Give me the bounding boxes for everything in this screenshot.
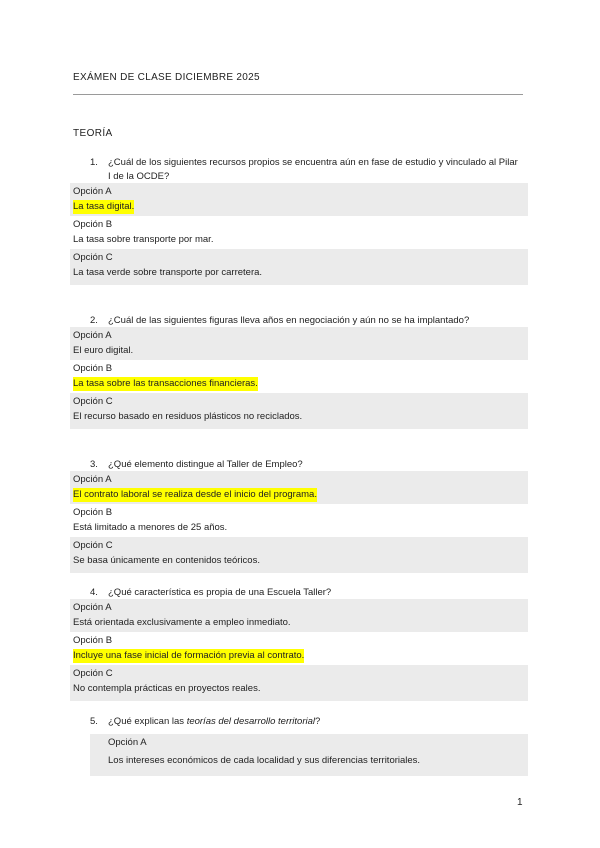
question-2 <box>90 314 520 328</box>
option-b <box>70 216 528 249</box>
question-4 <box>90 586 520 600</box>
option-b <box>70 504 528 537</box>
option-c <box>70 665 528 701</box>
question-number: 5. <box>90 716 98 727</box>
option-label: Opción B <box>73 363 113 374</box>
option-text-highlighted: Incluye una fase inicial de formación previa al contrato. <box>73 650 305 661</box>
question-text: ¿Qué elemento distingue al Taller de Empleo? <box>108 459 303 470</box>
option-label: Opción B <box>73 507 113 518</box>
option-label: Opción A <box>73 474 112 485</box>
option-label: Opción A <box>73 330 112 341</box>
option-a <box>70 471 528 504</box>
question-text <box>108 715 520 729</box>
question-3 <box>90 458 520 472</box>
option-label: Opción A <box>73 602 112 613</box>
question-text: ¿Qué característica es propia de una Escuela Taller? <box>108 587 332 598</box>
option-text: Se basa únicamente en contenidos teóricos. <box>73 555 260 566</box>
question-text: ¿Cuál de las siguientes figuras lleva años en negociación y aún no se ha implantado? <box>108 315 470 326</box>
option-a <box>70 183 528 216</box>
option-label: Opción C <box>73 668 113 679</box>
question-text: ¿Cuál de los siguientes recursos propios se encuentra aún en fase de estudio y vinculado al Pilar I de la OCDE? <box>108 157 518 182</box>
option-label: Opción C <box>73 540 113 551</box>
page-number: 1 <box>517 797 523 808</box>
question-number: 1. <box>90 157 98 168</box>
question-5 <box>90 715 520 729</box>
option-c <box>70 537 528 573</box>
option-text: La tasa verde sobre transporte por carretera. <box>73 267 263 278</box>
question-text-part: ¿Qué explican las <box>108 716 187 727</box>
document-header: EXÁMEN DE CLASE DICIEMBRE 2025 <box>73 72 260 83</box>
option-text: El euro digital. <box>73 345 134 356</box>
option-a <box>70 599 528 632</box>
option-b <box>70 632 528 665</box>
option-text-highlighted: La tasa sobre las transacciones financieras. <box>73 378 258 389</box>
option-a <box>70 327 528 360</box>
option-text: La tasa sobre transporte por mar. <box>73 234 214 245</box>
question-1 <box>90 156 520 184</box>
option-label: Opción C <box>73 396 113 407</box>
question-text-italic: teorías del desarrollo territorial <box>186 716 315 727</box>
option-text-highlighted: La tasa digital. <box>73 201 135 212</box>
option-c <box>70 393 528 429</box>
question-text-part: ? <box>315 716 321 727</box>
question-number: 4. <box>90 587 98 598</box>
section-title: TEORÍA <box>73 128 113 139</box>
option-text-highlighted: El contrato laboral se realiza desde el inicio del programa. <box>73 489 317 500</box>
option-label: Opción A <box>108 737 147 748</box>
option-text: No contempla prácticas en proyectos reales. <box>73 683 261 694</box>
option-text: El recurso basado en residuos plásticos no reciclados. <box>73 411 303 422</box>
option-b <box>70 360 528 393</box>
question-number: 3. <box>90 459 98 470</box>
question-number: 2. <box>90 315 98 326</box>
option-c <box>70 249 528 285</box>
header-divider <box>73 94 523 95</box>
option-a <box>90 734 528 776</box>
option-label: Opción B <box>73 635 113 646</box>
option-label: Opción A <box>73 186 112 197</box>
option-text: Está limitado a menores de 25 años. <box>73 522 228 533</box>
option-text: Los intereses económicos de cada localidad y sus diferencias territoriales. <box>108 755 421 766</box>
option-text: Está orientada exclusivamente a empleo inmediato. <box>73 617 291 628</box>
option-label: Opción B <box>73 219 113 230</box>
option-label: Opción C <box>73 252 113 263</box>
